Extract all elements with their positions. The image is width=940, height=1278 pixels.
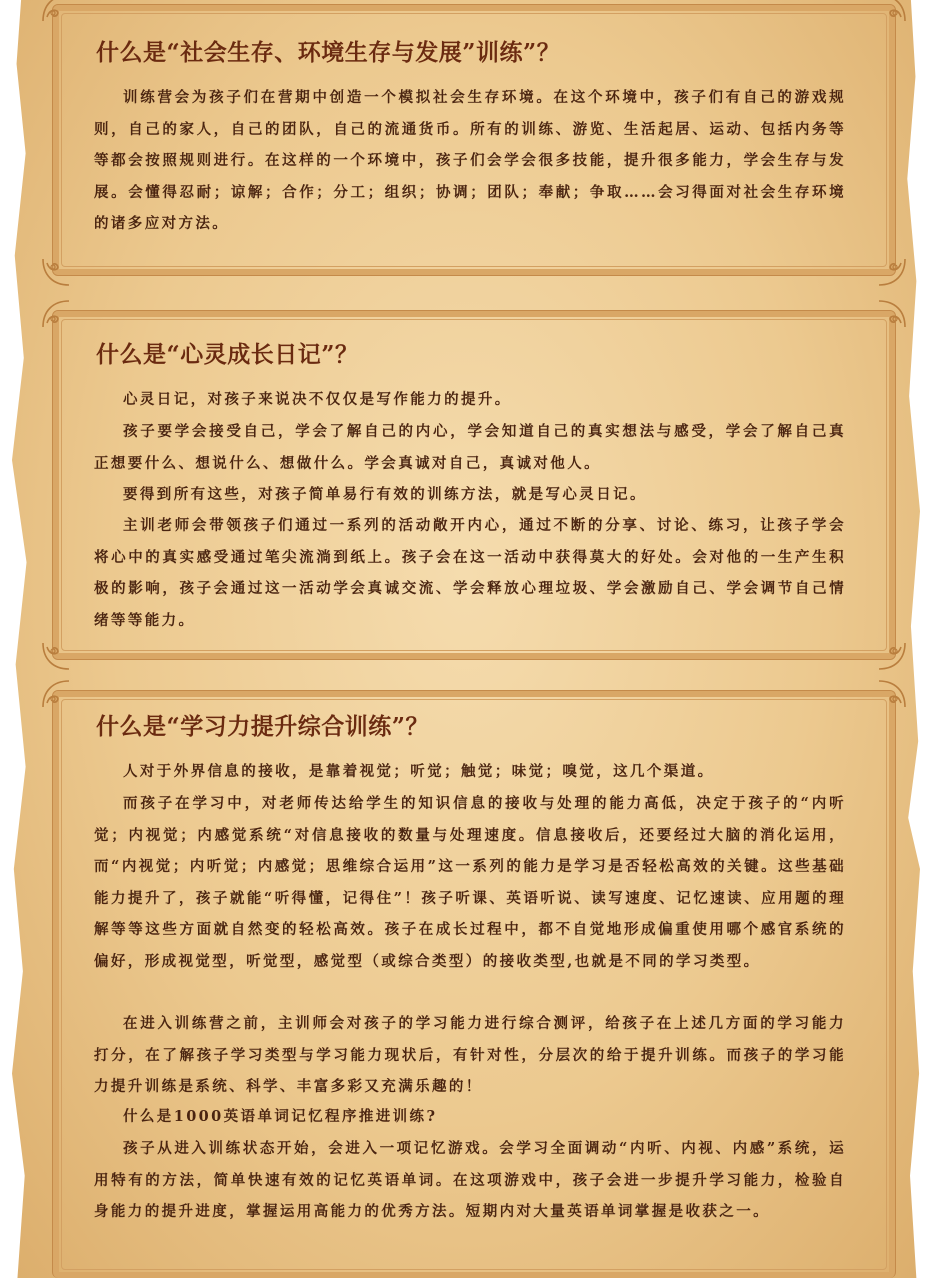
section-paragraph: 什么是1000英语单词记忆程序推进训练? xyxy=(123,1108,438,1125)
section-heading: 什么是“心灵成长日记”？ xyxy=(96,341,359,368)
scroll-ornament-icon xyxy=(875,639,909,673)
scroll-ornament-icon xyxy=(875,0,909,25)
section-paragraph: 人对于外界信息的接收，是靠着视觉；听觉；触觉；味觉；嗅觉，这几个渠道。 xyxy=(123,763,715,780)
section-paragraph: 心灵日记，对孩子来说决不仅仅是写作能力的提升。 xyxy=(123,391,512,408)
section-paragraph: 孩子从进入训练状态开始，会进入一项记忆游戏。会学习全面调动“内听、内视、内感”系统，运用特有的方法，简单快速有效的记忆英语单词。在这项游戏中，孩子会进一步提升学习能力，检验自身能力的提升进度，掌握运用高能力的优秀方法。短期内对大量英语单词掌握是收获之一。 xyxy=(94,1140,846,1220)
section-paragraph: 在进入训练营之前，主训师会对孩子的学习能力进行综合测评，给孩子在上述几方面的学习能力打分，在了解孩子学习类型与学习能力现状后，有针对性，分层次的给于提升训练。而孩子的学习能力提升训练是系统、科学、丰富多彩又充满乐趣的！ xyxy=(94,1015,846,1095)
section-heading: 什么是“社会生存、环境生存与发展”训练”？ xyxy=(96,39,561,66)
section-paragraph: 而孩子在学习中，对老师传达给学生的知识信息的接收与处理的能力高低，决定于孩子的“内听觉；内视觉；内感觉系统“对信息接收的数量与处理速度。信息接收后，还要经过大脑的消化运用，而“内视觉；内听觉；内感觉；思维综合运用”这一系列的能力是学习是否轻松高效的关键。这些基础能力提升了，孩子就能“听得懂，记得住”！孩子听课、英语听说、读写速度、记忆速读、应用题的理解等等这些方面就自然变的轻松高效。孩子在成长过程中，都不自觉地形成偏重使用哪个感官系统的偏好，形成视觉型，听觉型，感觉型（或综合类型）的接收类型,也就是不同的学习类型。 xyxy=(94,795,846,970)
section-heading: 什么是“学习力提升综合训练”？ xyxy=(96,713,429,740)
scroll-ornament-icon xyxy=(39,255,73,289)
section-paragraph: 主训老师会带领孩子们通过一系列的活动敞开内心，通过不断的分享、讨论、练习，让孩子学会将心中的真实感受通过笔尖流淌到纸上。孩子会在这一活动中获得莫大的好处。会对他的一生产生积极的影响，孩子会通过这一活动学会真诚交流、学会释放心理垃圾、学会激励自己、学会调节自己情绪等等能力。 xyxy=(94,517,846,629)
section-paragraph: 要得到所有这些，对孩子简单易行有效的训练方法，就是写心灵日记。 xyxy=(123,486,647,503)
section-paragraph: 训练营会为孩子们在营期中创造一个模拟社会生存环境。在这个环境中，孩子们有自己的游戏规则，自己的家人，自己的团队，自己的流通货币。所有的训练、游览、生活起居、运动、包括内务等等都会按照规则进行。在这样的一个环境中，孩子们会学会很多技能，提升很多能力，学会生存与发展。会懂得忍耐；谅解；合作；分工；组织；协调；团队；奉献；争取……会习得面对社会生存环境的诸多应对方法。 xyxy=(94,89,846,232)
scroll-ornament-icon xyxy=(39,0,73,25)
scroll-ornament-icon xyxy=(39,677,73,711)
section-paragraph: 孩子要学会接受自己，学会了解自己的内心，学会知道自己的真实想法与感受，学会了解自己真正想要什么、想说什么、想做什么。学会真诚对自己，真诚对他人。 xyxy=(94,423,846,472)
scroll-ornament-icon xyxy=(875,255,909,289)
scroll-ornament-icon xyxy=(875,677,909,711)
scroll-ornament-icon xyxy=(39,639,73,673)
scroll-ornament-icon xyxy=(875,297,909,331)
scroll-ornament-icon xyxy=(39,297,73,331)
